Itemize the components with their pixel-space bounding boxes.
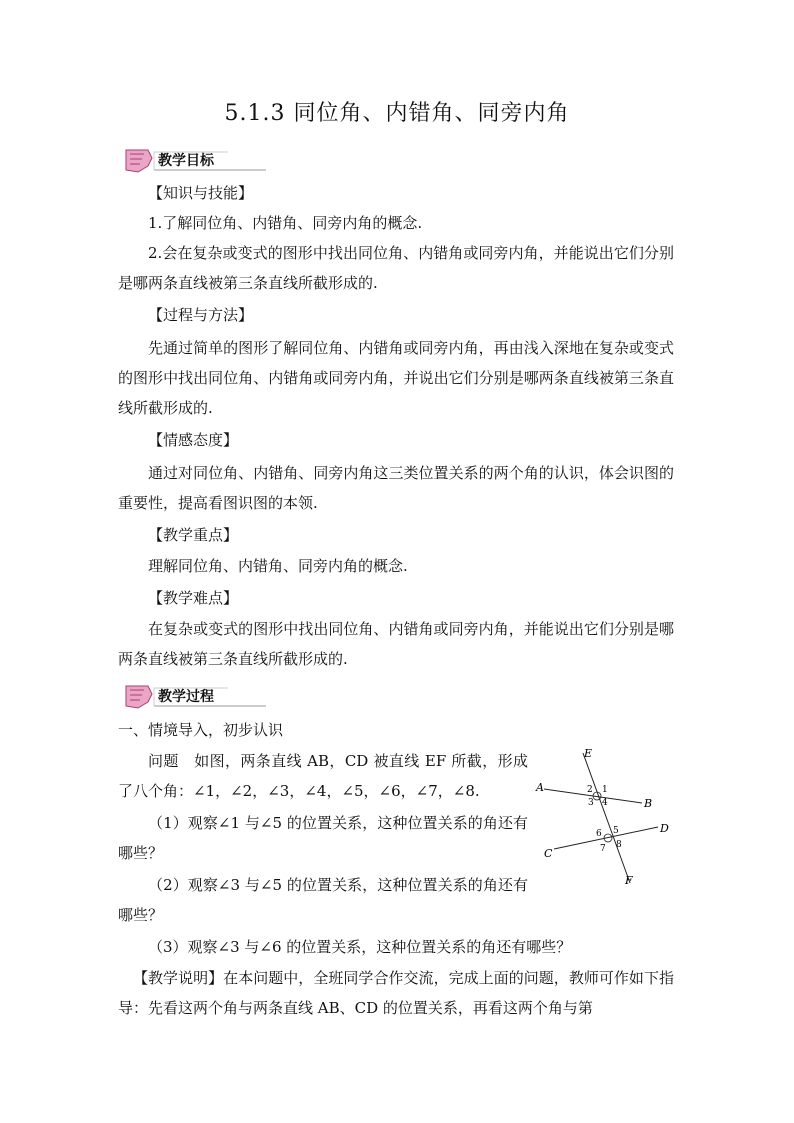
- knowledge-heading: 【知识与技能】: [148, 184, 254, 202]
- knowledge-item-1: 1.了解同位角、内错角、同旁内角的概念.: [148, 214, 423, 232]
- angle-1: 1: [602, 785, 608, 795]
- angle-8: 8: [616, 840, 622, 850]
- label-f: F: [625, 874, 633, 887]
- emotion-heading: 【情感态度】: [148, 431, 239, 449]
- difficult-text: 在复杂或变式的图形中找出同位角、内错角或同旁内角，并能说出它们分别是哪两条直线被第三条直线所截形成的.: [118, 620, 674, 668]
- section-header-process: [118, 682, 268, 712]
- label-c: C: [544, 847, 553, 860]
- label-b: B: [644, 797, 653, 810]
- line-cd: [554, 827, 658, 849]
- page-title: 5.1.3 同位角、内错角、同旁内角: [224, 101, 570, 126]
- question-2: （2）观察∠3 与∠5 的位置关系，这种位置关系的角还有哪些？: [118, 876, 528, 924]
- angle-5: 5: [613, 826, 619, 836]
- angle-4: 4: [602, 798, 608, 808]
- step-heading: 一、情境导入，初步认识: [118, 721, 284, 739]
- line-ef: [583, 753, 630, 883]
- emotion-text: 通过对同位角、内错角、同旁内角这三类位置关系的两个角的认识，体会识图的重要性，提高看图识图的本领.: [118, 464, 674, 512]
- knowledge-item-2: 2.会在复杂或变式的图形中找出同位角、内错角或同旁内角，并能说出它们分别是哪两条直线被第三条直线所截形成的.: [118, 244, 674, 292]
- question-3: （3）观察∠3 与∠6 的位置关系，这种位置关系的角还有哪些？: [148, 938, 572, 956]
- label-e: E: [584, 747, 593, 760]
- process-text: 先通过简单的图形了解同位角、内错角或同旁内角，再由浅入深地在复杂或变式的图形中找出同位角、内错角或同旁内角，并说出它们分别是哪两条直线被第三条直线所截形成的.: [118, 339, 674, 417]
- angle-2: 2: [587, 785, 593, 795]
- teaching-note: 【教学说明】在本问题中，全班同学合作交流，完成上面的问题，教师可作如下指导：先看这两个角与两条直线 AB、CD 的位置关系，再看这两个角与第: [118, 969, 674, 1017]
- label-d: D: [660, 822, 669, 835]
- question-1: （1）观察∠1 与∠5 的位置关系，这种位置关系的角还有哪些？: [118, 814, 528, 862]
- transversal-figure: [532, 745, 682, 890]
- key-heading: 【教学重点】: [148, 526, 239, 544]
- angle-3: 3: [588, 798, 594, 808]
- section-title: 教学目标: [158, 153, 214, 169]
- difficult-heading: 【教学难点】: [148, 589, 239, 607]
- angle-7: 7: [600, 844, 606, 854]
- section-title: 教学过程: [158, 689, 214, 705]
- key-text: 理解同位角、内错角、同旁内角的概念.: [148, 557, 408, 575]
- label-a: A: [536, 781, 544, 794]
- process-heading: 【过程与方法】: [148, 306, 254, 324]
- problem-text: 问题 如图，两条直线 AB，CD 被直线 EF 所截，形成了八个角：∠1，∠2，∠3，∠4，∠5，∠6，∠7，∠8.: [118, 752, 528, 800]
- section-header-goals: [118, 146, 268, 176]
- angle-6: 6: [596, 829, 602, 839]
